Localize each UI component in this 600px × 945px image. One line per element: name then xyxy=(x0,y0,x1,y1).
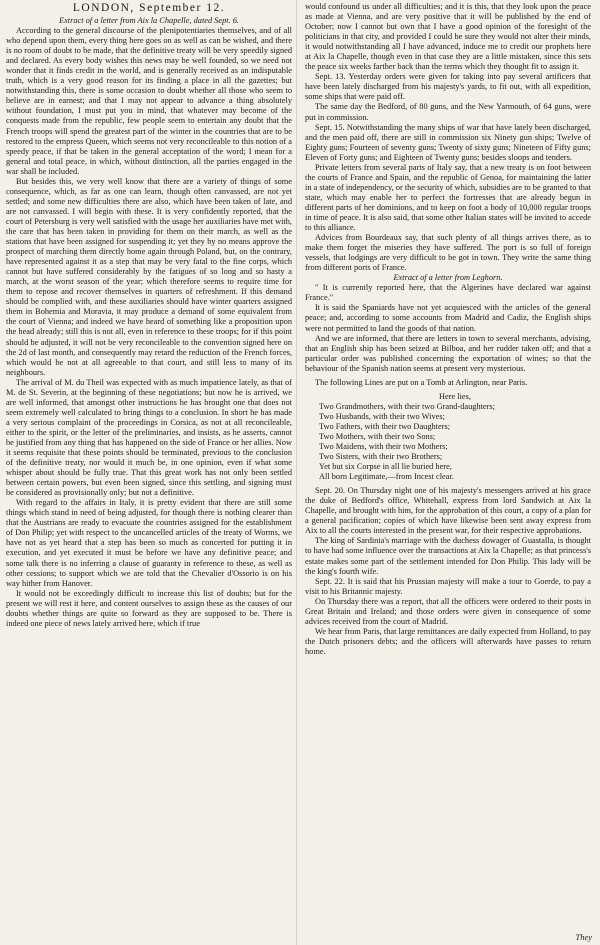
paragraph: would confound us under all difficulties; and it is this, that they look upon the peace as made at Vienna, and are very positive that it will be published by the end of October; now I cannot but own that I have a good opinion of the foresight of the politicians in that city, and provided I could be sure they would not alter their minds, it would notwithstanding all I have advanced, induce me to credit our prophets here at Aix la Chapelle, though even in that case they are a little mistaken, since this sets the peace six weeks farther back than the terms which they thought fit to assign it. xyxy=(305,2,591,72)
article-subheading: Extract of a letter from Aix la Chapelle, dated Sept. 6. xyxy=(58,16,240,25)
paragraph: Sept. 22. It is said that his Prussian majesty will make a tour to Goerde, to pay a visit to his Britannic majesty. xyxy=(305,576,591,596)
paragraph: It is said the Spaniards have not yet acquiesced with the articles of the general peace; and, according to some accounts from Madrid and Cadiz, the English ships were not permitted to land the goods of that nation. xyxy=(305,303,591,333)
paragraph: It would not be exceedingly difficult to increase this list of doubts; but for the present we will rest it here, and content ourselves to assign these as the causes of our doubts whether things are quite so forward as they are supposed to be. There is indeed one piece of news lately arrived here, which if true xyxy=(6,588,292,628)
paragraph: The same day the Bedford, of 80 guns, and the New Yarmouth, of 64 guns, were put in commission. xyxy=(305,102,591,122)
paragraph: The king of Sardinia's marriage with the duchess dowager of Guastalla, is thought to have had some influence over the transactions at Aix la Chapelle; as that princess's estate makes some part of the settlement intended for Don Philip. This lady will be the king's fourth wife. xyxy=(305,536,591,576)
paragraph: Private letters from several parts of Italy say, that a new treaty is on foot between the courts of France and Spain, and the republic of Genoa, for maintaining the latter in a state of independency, or the security of which, subsidies are to be granted to that state, which may enable her to perfect the fortresses that are already begun in different parts of her dominions, and to keep on foot a body of 10,000 regular troops in time of peace. It is also said, that some other Italian states will be invited to accede to this alliance. xyxy=(305,162,591,233)
poem-line: Two Fathers, with their two Daughters; xyxy=(319,421,451,431)
paragraph: Advices from Bourdeaux say, that such plenty of all things arrives there, as to make them forget the miseries they have suffered. The port is so full of foreign vessels, that lodgings are very difficult to be got in town. They write the same thing from different ports of France. xyxy=(305,233,591,273)
paragraph: But besides this, we very well know that there are a variety of things of some consequence, which, as far as one can learn, though often canvassed, are not yet settled; and some new difficulties there are also, which have been taken of late, and are not canvassed. I will begin with these. It is very confidently reported, that the court of Petersburg is very well satisfied with the usage her auxiliaries have met with, the care that has been taken in providing for them on their march, as well as the stations that have been assigned for suspending it; yet they by no means approve the prospect of marching them directly home again through Poland, but, on the contrary, have represented against it as a step that may be very fatal to the fine corps, which cannot but have suffered considerably by the fatigues of so long and so hasty a march, at the worst season of the year; which therefore seems to require time for them to repose and recover themselves in quarters of refreshment. If this demand should be complied with, and these auxiliaries should have winter quarters assigned them in Bohemia and Moravia, it may produce a demand of some equivalent from the court of Vienna; and indeed we have heard of something like a proposition upon the head already; still this is not all, even in reference to these troops; for if this point should be adjusted, it will not be very reconcileable to the convention signed here on the 2d of last month, and consequently may retard the reduction of the French forces, which would be not at all agreeable to that court, and still less to many of its neighbours. xyxy=(6,176,292,377)
left-column xyxy=(6,2,292,940)
poem-line: Yet but six Corpse in all lie buried here, xyxy=(319,462,452,472)
paragraph: Sept. 20. On Thursday night one of his majesty's messengers arrived at his grace the duke of Bedford's office, Whitehall, express from lord Sandwich at Aix la Chapelle, and brought with him, for the approbation of this court, a copy of a plan for a general pacification; copies of which have likewise been sent away express from Aix to all the courts interested in the present war, for their respective approbations. xyxy=(305,486,591,536)
poem-line: Two Maidens, with their two Mothers; xyxy=(319,442,448,452)
paragraph: We hear from Paris, that large remittances are daily expected from Holland, to pay the Dutch prisoners debts; and the officers will afterwards have passes to return home. xyxy=(305,626,591,656)
catchword: They xyxy=(575,932,592,942)
paragraph: On Thursday there was a report, that all the officers were ordered to their posts in Great Britain and Ireland; and those orders were given in consequence of some advices received from the court of Madrid. xyxy=(305,596,591,626)
extract-quote: " It is currently reported here, that the Algerines have declared war against France." xyxy=(305,283,591,303)
epitaph-poem xyxy=(305,392,591,482)
paragraph: Sept. 13. Yesterday orders were given for taking into pay several artificers that have been lately discharged from his majesty's yards, to fit out, with all expedition, some ships that were paid off. xyxy=(305,72,591,102)
poem-line: Two Husbands, with their two Wives; xyxy=(319,411,445,421)
poem-line: All born Legitimate,—from Incest clear. xyxy=(319,472,454,482)
paragraph: According to the general discourse of the plenipotentiaries themselves, and of all who depend upon them, every thing here goes on as well as can be wished, and there is no room of doubt to be made, that the definitive treaty will be very speedily signed and declared. As every body wishes this news may be well founded, so we need not wonder that it finds credit in the world, and is generally received as an indisputable truth, which is a very good reason for its finding a place in all the gazettes; but notwithstanding this, there is some occasion to doubt whether all those who seem to believe are in earnest; and that I may not appear to advance a thing absolutely without foundation, I must put you in mind, that whatever may become of the conquests made from the republic, few people seem to entertain any doubt that the French troops will spend the greatest part of the winter in the countries that are to be restored to the empress Queen, which seems not very reconcileable to this notion of a speedy peace, if that be taken in the general acceptation of the word; I mean for a general and total peace, in which, without distinction, all the parties engaged in the war shall be included. xyxy=(6,26,292,176)
poem-line: Two Grandmothers, with their two Grand-daughters; xyxy=(319,401,495,411)
tomb-intro: The following Lines are put on a Tomb at Arlington, near Paris. xyxy=(315,377,528,387)
poem-line: Here lies, xyxy=(439,391,471,401)
paragraph: With regard to the affairs in Italy, it is pretty evident that there are still some things which stand in need of being adjusted, for though there is nothing clearer than that the Austrians are ready to evacuate the countries assigned for the establishment of Don Philip; yet with respect to the uncancelled articles of the treaty of Worms, we have not as yet heard that a step has been so much as concerted for putting it in execution, and yet executed it must be before we have any definitive peace; and some talk there is no inferring a clause of guaranty in reference to these, as well as other cessions; to support which we are told that the Chevalier d'Ossorio is on his way hither from Hanover. xyxy=(6,498,292,588)
poem-line: Two Sisters, with their two Brothers; xyxy=(319,452,443,462)
column-divider xyxy=(296,0,297,945)
paragraph: And we are informed, that there are letters in town to several merchants, advising, that an English ship has been seized at Bilboa, and her rudder taken off; and that a particular order was published concerning the exportation of wines; so that the behaviour of the Spanish nation seems at present very mysterious. xyxy=(305,333,591,373)
poem-line: Two Mothers, with their two Sons; xyxy=(319,431,436,441)
paragraph: Sept. 15. Notwithstanding the many ships of war that have lately been discharged, and the men paid off, there are still in commission six Ninety gun ships; Twelve of Eighty guns; Fourteen of seventy guns; Twenty of sixty guns; Nineteen of Fifty guns; Eleven of Forty guns; and Eighteen of Twenty guns; besides sloops and tenders. xyxy=(305,122,591,162)
masthead: LONDON, September 12. xyxy=(72,2,226,14)
paragraph: The arrival of M. du Theil was expected with as much impatience lately, as that of M. de St. Severin, at the beginning of these negotiations; but now he is arrived, we are well informed, that amongst other instructions he has brought one that does not seem extremely well calculated to bring things to a conclusion. In short he has made a very serious complaint of the proceedings in Corsica, as not at all reconcileable, either to the spirit, or the letter of the preliminaries, and insists, as he asserts, cannot be justified from any thing that has happened on the side of France or her allies. Now it seems requisite that these points should be terminated, previous to the conclusion of the definitive treaty, nor would it much be, in one opinion, even if what some whisper about should be fully true. That this great work has not only been settled between certain powers, but even been signed, since this settling, and signing must be considered as provisionally only; but not a definitive. xyxy=(6,377,292,498)
right-column xyxy=(305,2,591,927)
extract-heading: Extract of a letter from Leghorn. xyxy=(393,273,503,283)
